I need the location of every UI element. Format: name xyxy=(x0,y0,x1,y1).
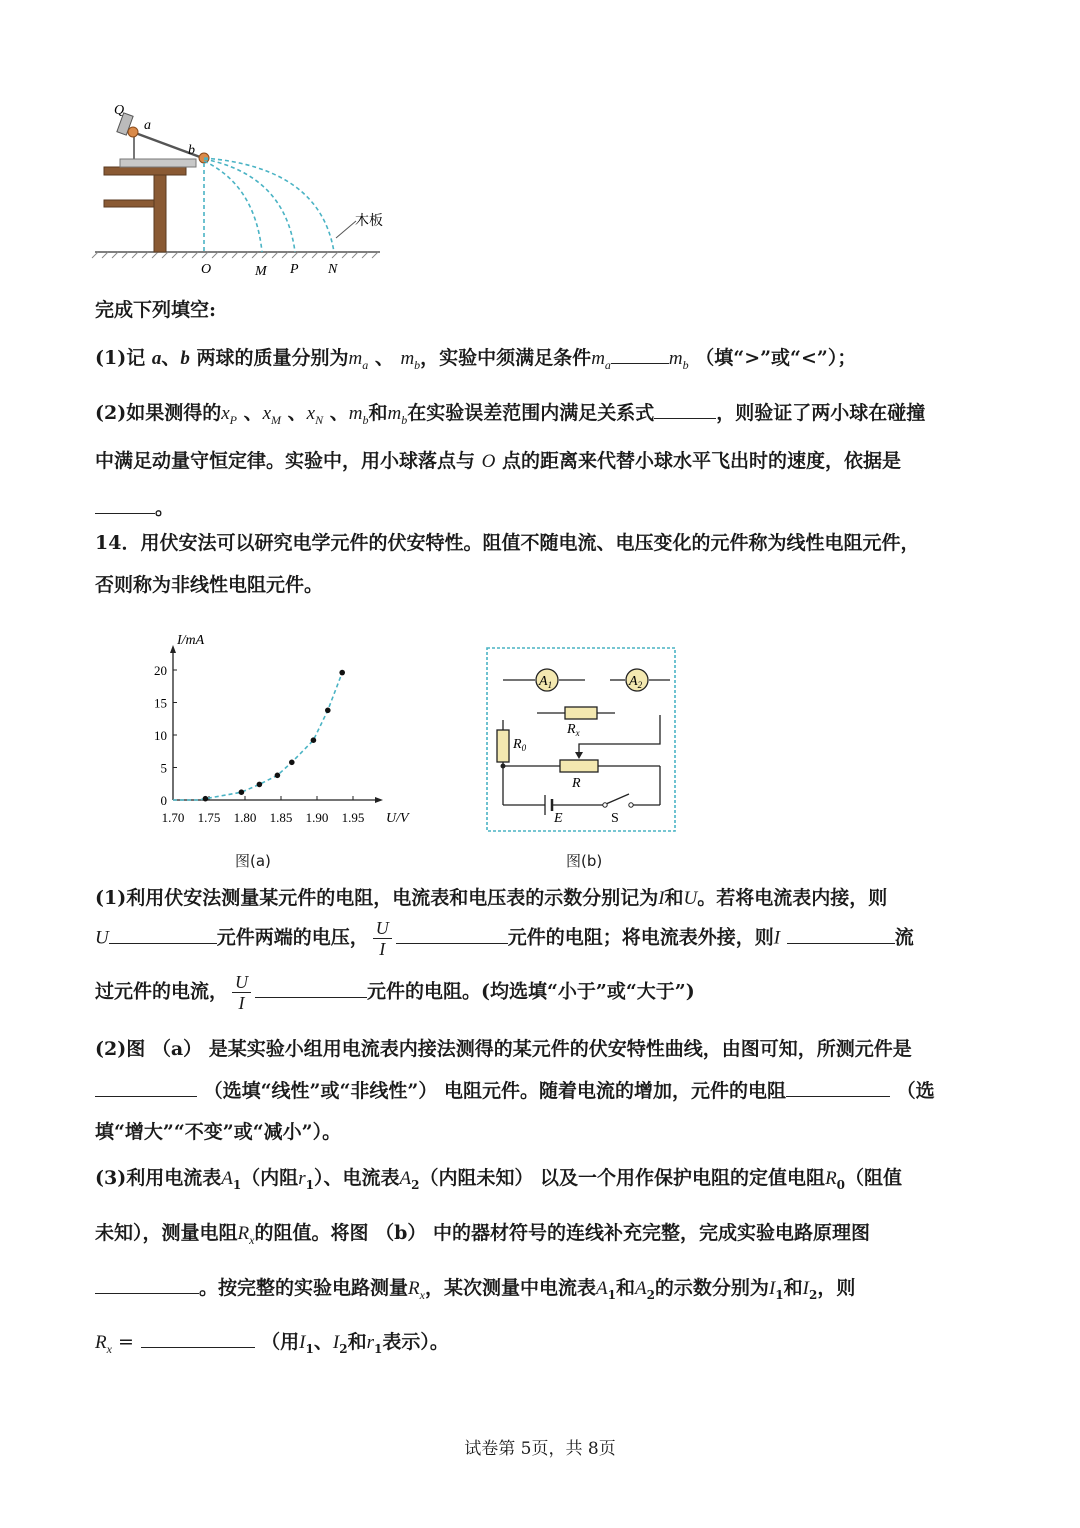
q14-part3-line1: (3)利用电流表$A_1$（内阻$r_1$）、电流表$A_2$（内阻未知） 以及一个用作保护电阻的定值电阻$R_0$（阻值 xyxy=(95,1167,903,1192)
x-tick-label: 1.70 xyxy=(161,810,185,825)
data-point xyxy=(289,760,295,766)
q14-part3-line3: 。按完整的实验电路测量$R_x$，某次测量中电流表$A_1$和$A_2$的示数分别为$I_1$和$I_2$，则 xyxy=(95,1273,855,1303)
q13-part2-line2: 中满足动量守恒定律。实验中，用小球落点与 O 点的距离来代替小球水平飞出时的速度，依据是 xyxy=(95,450,901,472)
label-board: 木板 xyxy=(355,213,383,229)
q13-part2-line3: 。 xyxy=(95,493,174,520)
q14-part2-line3: 填“增大”“不变”或“减小”）。 xyxy=(95,1121,342,1143)
data-point xyxy=(339,670,345,676)
answer-blank[interactable] xyxy=(654,417,716,419)
q14-part1-line3: 过元件的电流， $\frac{U}{I}$ 元件的电阻。(均选填“小于”或“大于”) xyxy=(95,972,695,1013)
label-n: N xyxy=(328,262,338,277)
x-axis-label: U/V xyxy=(386,811,409,826)
x-tick-label: 1.80 xyxy=(233,810,257,825)
collision-apparatus-figure xyxy=(90,95,390,285)
y-tick-label: 15 xyxy=(154,695,167,711)
x-tick-label: 1.90 xyxy=(305,810,329,825)
data-point xyxy=(239,789,245,795)
q14-part1-line1: (1)利用伏安法测量某元件的电阻，电流表和电压表的示数分别记为I和U。若将电流表内接，则 xyxy=(95,887,888,909)
resistor-rx-label: $R_x$ xyxy=(567,722,580,738)
x-tick-label: 1.95 xyxy=(341,810,365,825)
answer-blank[interactable] xyxy=(396,942,508,944)
caption-figure-a: 图(a) xyxy=(235,852,271,870)
x-tick-label: 1.85 xyxy=(269,810,293,825)
answer-blank[interactable] xyxy=(611,362,669,364)
y-axis-label: I/mA xyxy=(177,633,205,648)
y-tick-label: 10 xyxy=(154,728,167,743)
answer-blank[interactable] xyxy=(109,942,217,944)
data-point xyxy=(325,708,331,714)
answer-blank[interactable] xyxy=(255,996,367,998)
answer-blank[interactable] xyxy=(95,1095,197,1097)
answer-blank[interactable] xyxy=(787,942,895,944)
q14-part2-line1: (2)图 （a） 是某实验小组用电流表内接法测得的某元件的伏安特性曲线，由图可知，所测元件是 xyxy=(95,1038,912,1060)
answer-blank[interactable] xyxy=(141,1346,255,1348)
y-tick-label: 0 xyxy=(160,793,167,808)
data-point xyxy=(275,773,281,779)
label-b: b xyxy=(188,143,195,158)
fill-header: 完成下列填空: xyxy=(95,299,217,321)
switch-label: S xyxy=(611,811,619,826)
iv-curve-chart xyxy=(140,625,440,835)
label-o: O xyxy=(201,262,212,277)
data-point xyxy=(311,737,317,743)
y-tick-label: 5 xyxy=(160,760,167,776)
rheostat-label: R xyxy=(572,776,581,791)
q14-part3-line2: 未知），测量电阻$R_x$的阻值。将图 （b） 中的器材符号的连线补充完整，完成实验电路原理图 xyxy=(95,1222,870,1247)
fraction-u-over-i: $\frac{U}{I}$ xyxy=(373,918,392,959)
answer-blank[interactable] xyxy=(786,1095,890,1097)
ammeter-a2-label: $A_2$ xyxy=(629,674,643,690)
y-tick-label: 20 xyxy=(154,663,167,678)
q14-intro-line2: 否则称为非线性电阻元件。 xyxy=(95,574,324,596)
ammeter-a1-label: $A_1$ xyxy=(539,674,553,690)
label-p: P xyxy=(290,262,299,277)
label-m: M xyxy=(255,264,267,279)
circuit-diagram xyxy=(485,645,680,835)
data-point xyxy=(203,796,209,802)
y-axis-arrow xyxy=(170,645,176,653)
q14-part2-line2: （选填“线性”或“非线性”） 电阻元件。随着电流的增加，元件的电阻 （选 xyxy=(95,1076,935,1103)
q14-intro-line1: 14．用伏安法可以研究电学元件的伏安特性。阻值不随电流、电压变化的元件称为线性电阻元件， xyxy=(95,532,920,554)
q13-part2-line1: (2)如果测得的$x_P$ 、$x_M$ 、$x_N$ 、$m_b$和$m_b$在实验误差范围内满足关系式 ，则验证了两小球在碰撞 xyxy=(95,402,926,427)
answer-blank[interactable] xyxy=(95,512,155,514)
data-point xyxy=(257,782,263,788)
battery-label: E xyxy=(554,811,563,826)
x-tick-label: 1.75 xyxy=(197,810,221,825)
label-q: Q xyxy=(114,103,125,118)
fit-curve xyxy=(173,673,342,800)
answer-blank[interactable] xyxy=(95,1292,199,1294)
x-axis-arrow xyxy=(375,797,383,803)
label-a: a xyxy=(144,118,151,133)
caption-figure-b: 图(b) xyxy=(566,852,603,870)
q13-part1: (1)记 a、b 两球的质量分别为$m_a$ 、 $m_b$，实验中须满足条件$m_a$ $m_b$ （填“>”或“<”）； xyxy=(95,347,857,372)
page-footer: 试卷第 5页，共 8页 xyxy=(464,1439,616,1459)
q14-part3-line4: $R_x$ = （用$I_1$、$I_2$和$r_1$表示）。 xyxy=(95,1331,449,1356)
fraction-u-over-i: $\frac{U}{I}$ xyxy=(232,972,251,1013)
resistor-r0-label: $R_0$ xyxy=(513,737,527,753)
q14-part1-line2: U 元件两端的电压， $\frac{U}{I}$ 元件的电阻；将电流表外接，则I 流 xyxy=(95,918,914,959)
